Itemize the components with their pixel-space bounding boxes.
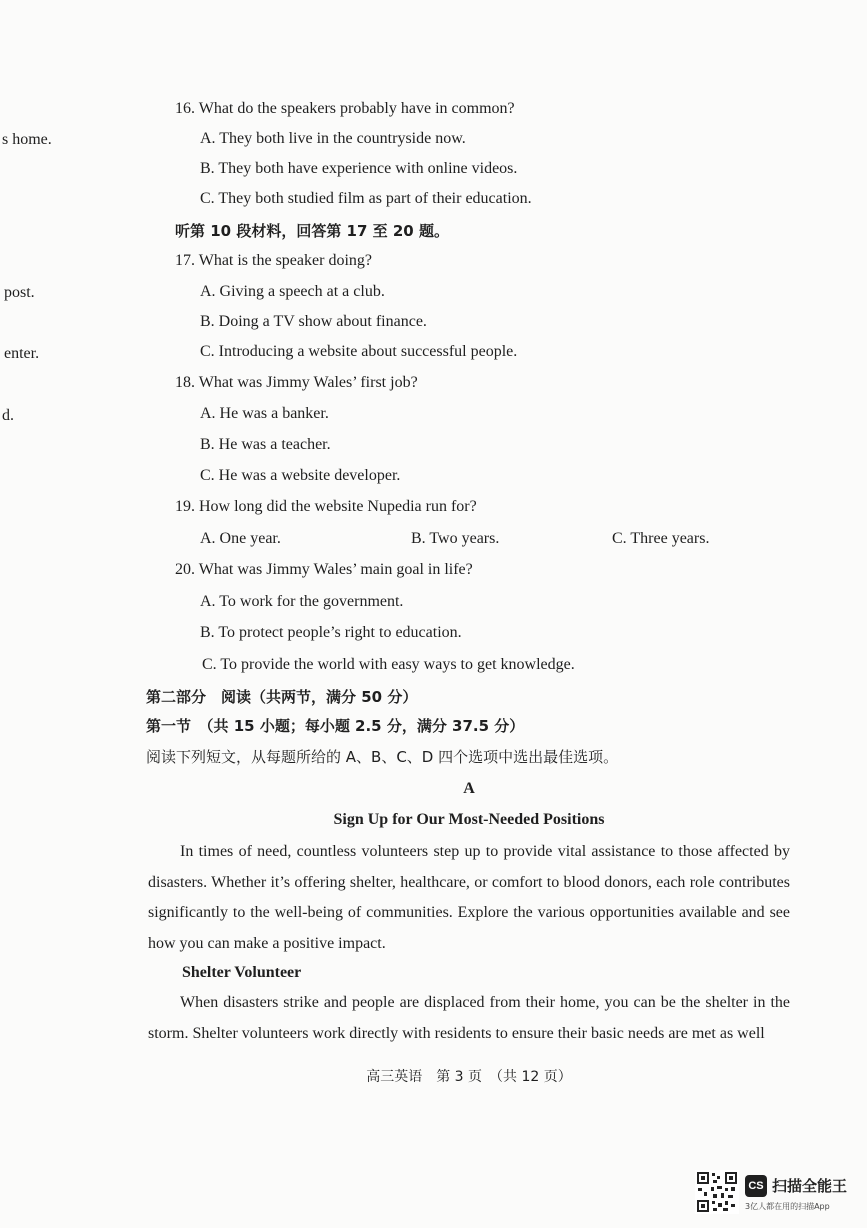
part2-heading: 第二部分 阅读（共两节，满分 50 分） [146, 688, 418, 706]
camscanner-logo-icon: CS [745, 1175, 767, 1197]
option-18a: A. He was a banker. [200, 405, 329, 422]
edge-fragment: s home. [2, 131, 52, 148]
subheading-shelter-volunteer: Shelter Volunteer [182, 964, 302, 981]
option-16c: C. They both studied film as part of their education. [200, 190, 532, 207]
passage-letter: A [463, 780, 475, 797]
option-19a: A. One year. [200, 530, 281, 547]
option-19c: C. Three years. [612, 530, 710, 547]
paragraph-1-text: In times of need, countless volunteers step up to provide vital assistance to those affected by disasters. Whether it’s offering shelter, healthcare, or comfort to blood donors, each role contributes significantly to the well-being of communities. Explore the various opportunities available and see how you can make a positive impact. [148, 843, 790, 952]
option-18b: B. He was a teacher. [200, 436, 331, 453]
option-16a: A. They both live in the countryside now. [200, 130, 466, 147]
section1-heading: 第一节 （共 15 小题；每小题 2.5 分，满分 37.5 分） [146, 717, 525, 735]
option-18c: C. He was a website developer. [200, 467, 401, 484]
option-19b: B. Two years. [411, 530, 500, 547]
option-20b: B. To protect people’s right to education. [200, 624, 462, 641]
edge-fragment: enter. [4, 345, 40, 362]
passage-title: Sign Up for Our Most-Needed Positions [333, 811, 605, 828]
paragraph-2-text: When disasters strike and people are displaced from their home, you can be the shelter in the storm. Shelter volunteers work directly with residents to ensure their basic needs are met as well [148, 994, 790, 1042]
option-16b: B. They both have experience with online videos. [200, 160, 518, 177]
edge-fragment: post. [4, 284, 35, 301]
question-19: 19. How long did the website Nupedia run for? [175, 498, 477, 515]
reading-instruction: 阅读下列短文，从每题所给的 A、B、C、D 四个选项中选出最佳选项。 [146, 748, 619, 766]
option-20a: A. To work for the government. [200, 593, 404, 610]
scanner-app-name: 扫描全能王 [772, 1177, 848, 1195]
page-footer: 高三英语 第 3 页 （共 12 页） [366, 1069, 572, 1085]
passage-paragraph-2 [148, 988, 790, 1049]
option-17c: C. Introducing a website about successful people. [200, 343, 518, 360]
question-18: 18. What was Jimmy Wales’ first job? [175, 374, 418, 391]
instruction-section-10: 听第 10 段材料，回答第 17 至 20 题。 [175, 222, 449, 240]
edge-fragment: d. [2, 407, 14, 424]
option-17a: A. Giving a speech at a club. [200, 283, 385, 300]
scanner-app-tagline: 3亿人都在用的扫描App [745, 1202, 830, 1211]
qr-code-icon [695, 1170, 739, 1214]
question-16: 16. What do the speakers probably have in common? [175, 100, 515, 117]
option-20c: C. To provide the world with easy ways to get knowledge. [202, 656, 575, 673]
question-20: 20. What was Jimmy Wales’ main goal in life? [175, 561, 473, 578]
passage-paragraph-1 [148, 837, 790, 959]
question-17: 17. What is the speaker doing? [175, 252, 372, 269]
option-17b: B. Doing a TV show about finance. [200, 313, 427, 330]
